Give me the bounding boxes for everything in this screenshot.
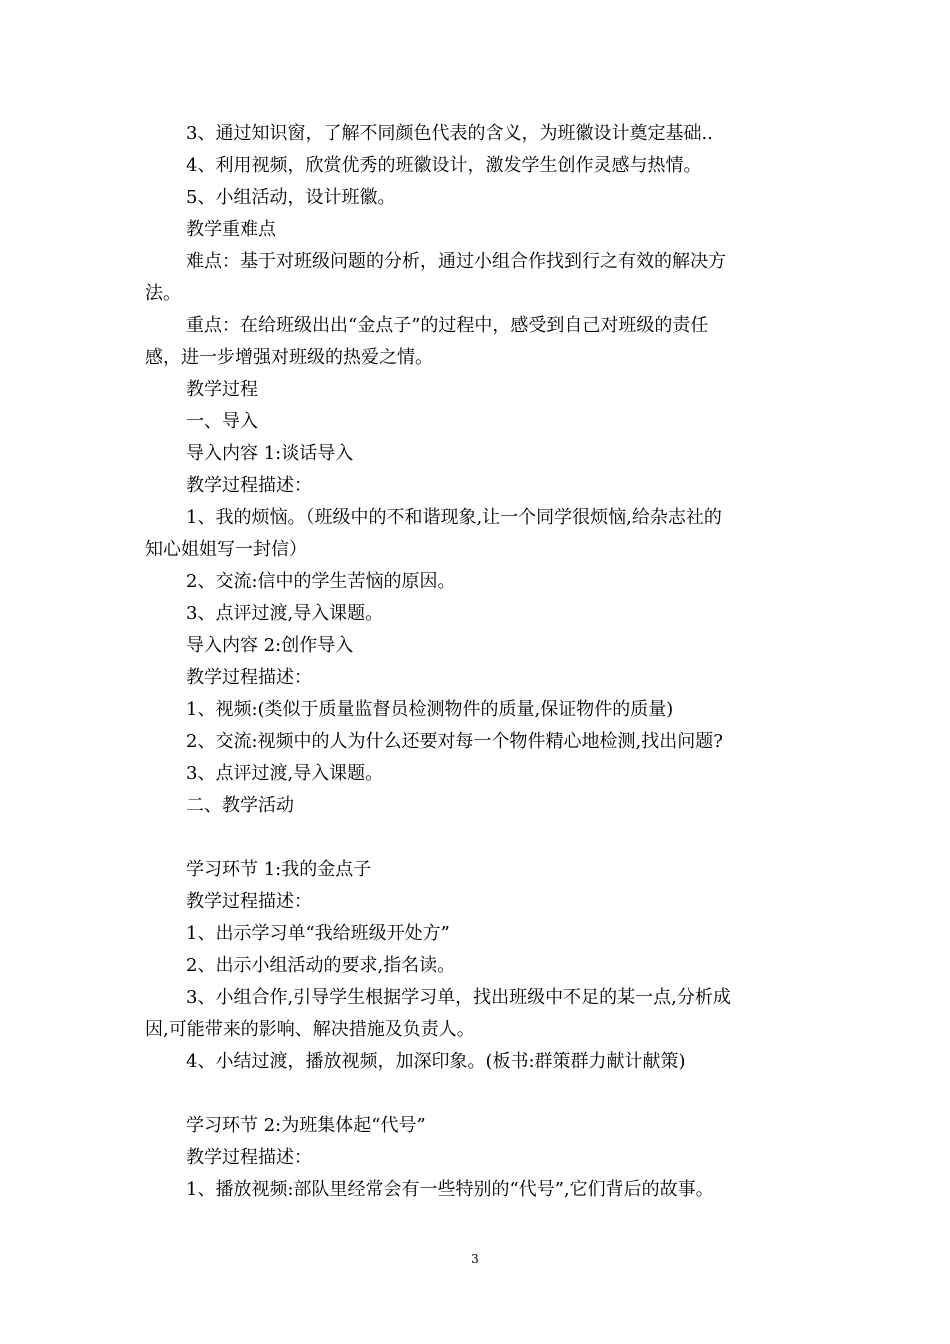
difficulty-line-2: 法。 (145, 283, 181, 304)
intro1-step-3: 3、点评过渡,导入课题。 (186, 603, 384, 624)
difficulty-line-1: 难点：基于对班级问题的分析，通过小组合作找到行之有效的解决方 (186, 251, 726, 272)
intro2-step-3: 3、点评过渡,导入课题。 (186, 763, 384, 784)
objective-3: 3、通过知识窗，了解不同颜色代表的含义，为班徽设计奠定基础.. (186, 123, 713, 144)
section-heading-process: 教学过程 (186, 379, 258, 400)
segment1-step-4: 4、小结过渡，播放视频，加深印象。(板书:群策群力献计献策) (186, 1051, 686, 1072)
process-description-label: 教学过程描述： (186, 891, 312, 912)
segment1-step-2: 2、出示小组活动的要求,指名读。 (186, 955, 456, 976)
focus-line-2: 感，进一步增强对班级的热爱之情。 (145, 347, 433, 368)
segment1-step-3-line-1: 3、小组合作,引导学生根据学习单，找出班级中不足的某一点,分析成 (186, 987, 731, 1008)
objective-5: 5、小组活动，设计班徽。 (186, 187, 396, 208)
intro-content-1-title: 导入内容 1:谈话导入 (186, 443, 354, 464)
segment2-step-1: 1、播放视频:部队里经常会有一些特别的“代号”,它们背后的故事。 (186, 1179, 714, 1200)
process-description-label: 教学过程描述： (186, 1147, 312, 1168)
intro2-step-2: 2、交流:视频中的人为什么还要对每一个物件精心地检测,找出问题? (186, 731, 723, 752)
segment1-step-1: 1、出示学习单“我给班级开处方” (186, 923, 450, 944)
intro2-step-1: 1、视频:(类似于质量监督员检测物件的质量,保证物件的质量) (186, 699, 674, 720)
part-heading-intro: 一、导入 (186, 411, 258, 432)
page-number: 3 (471, 1252, 479, 1266)
learning-segment-1-title: 学习环节 1:我的金点子 (186, 859, 372, 880)
focus-line-1: 重点：在给班级出出“金点子”的过程中，感受到自己对班级的责任 (186, 315, 709, 336)
process-description-label: 教学过程描述： (186, 667, 312, 688)
intro1-step-1-line-1: 1、我的烦恼。（班级中的不和谐现象,让一个同学很烦恼,给杂志社的 (186, 507, 722, 528)
process-description-label: 教学过程描述： (186, 475, 312, 496)
learning-segment-2-title: 学习环节 2:为班集体起“代号” (186, 1115, 426, 1136)
intro1-step-2: 2、交流:信中的学生苦恼的原因。 (186, 571, 456, 592)
intro-content-2-title: 导入内容 2:创作导入 (186, 635, 354, 656)
part-heading-activities: 二、教学活动 (186, 795, 294, 816)
intro1-step-1-line-2: 知心姐姐写一封信） (145, 539, 307, 560)
segment1-step-3-line-2: 因,可能带来的影响、解决措施及负责人。 (145, 1019, 475, 1040)
section-heading-key-points: 教学重难点 (186, 219, 276, 240)
objective-4: 4、利用视频，欣赏优秀的班徽设计，激发学生创作灵感与热情。 (186, 155, 702, 176)
